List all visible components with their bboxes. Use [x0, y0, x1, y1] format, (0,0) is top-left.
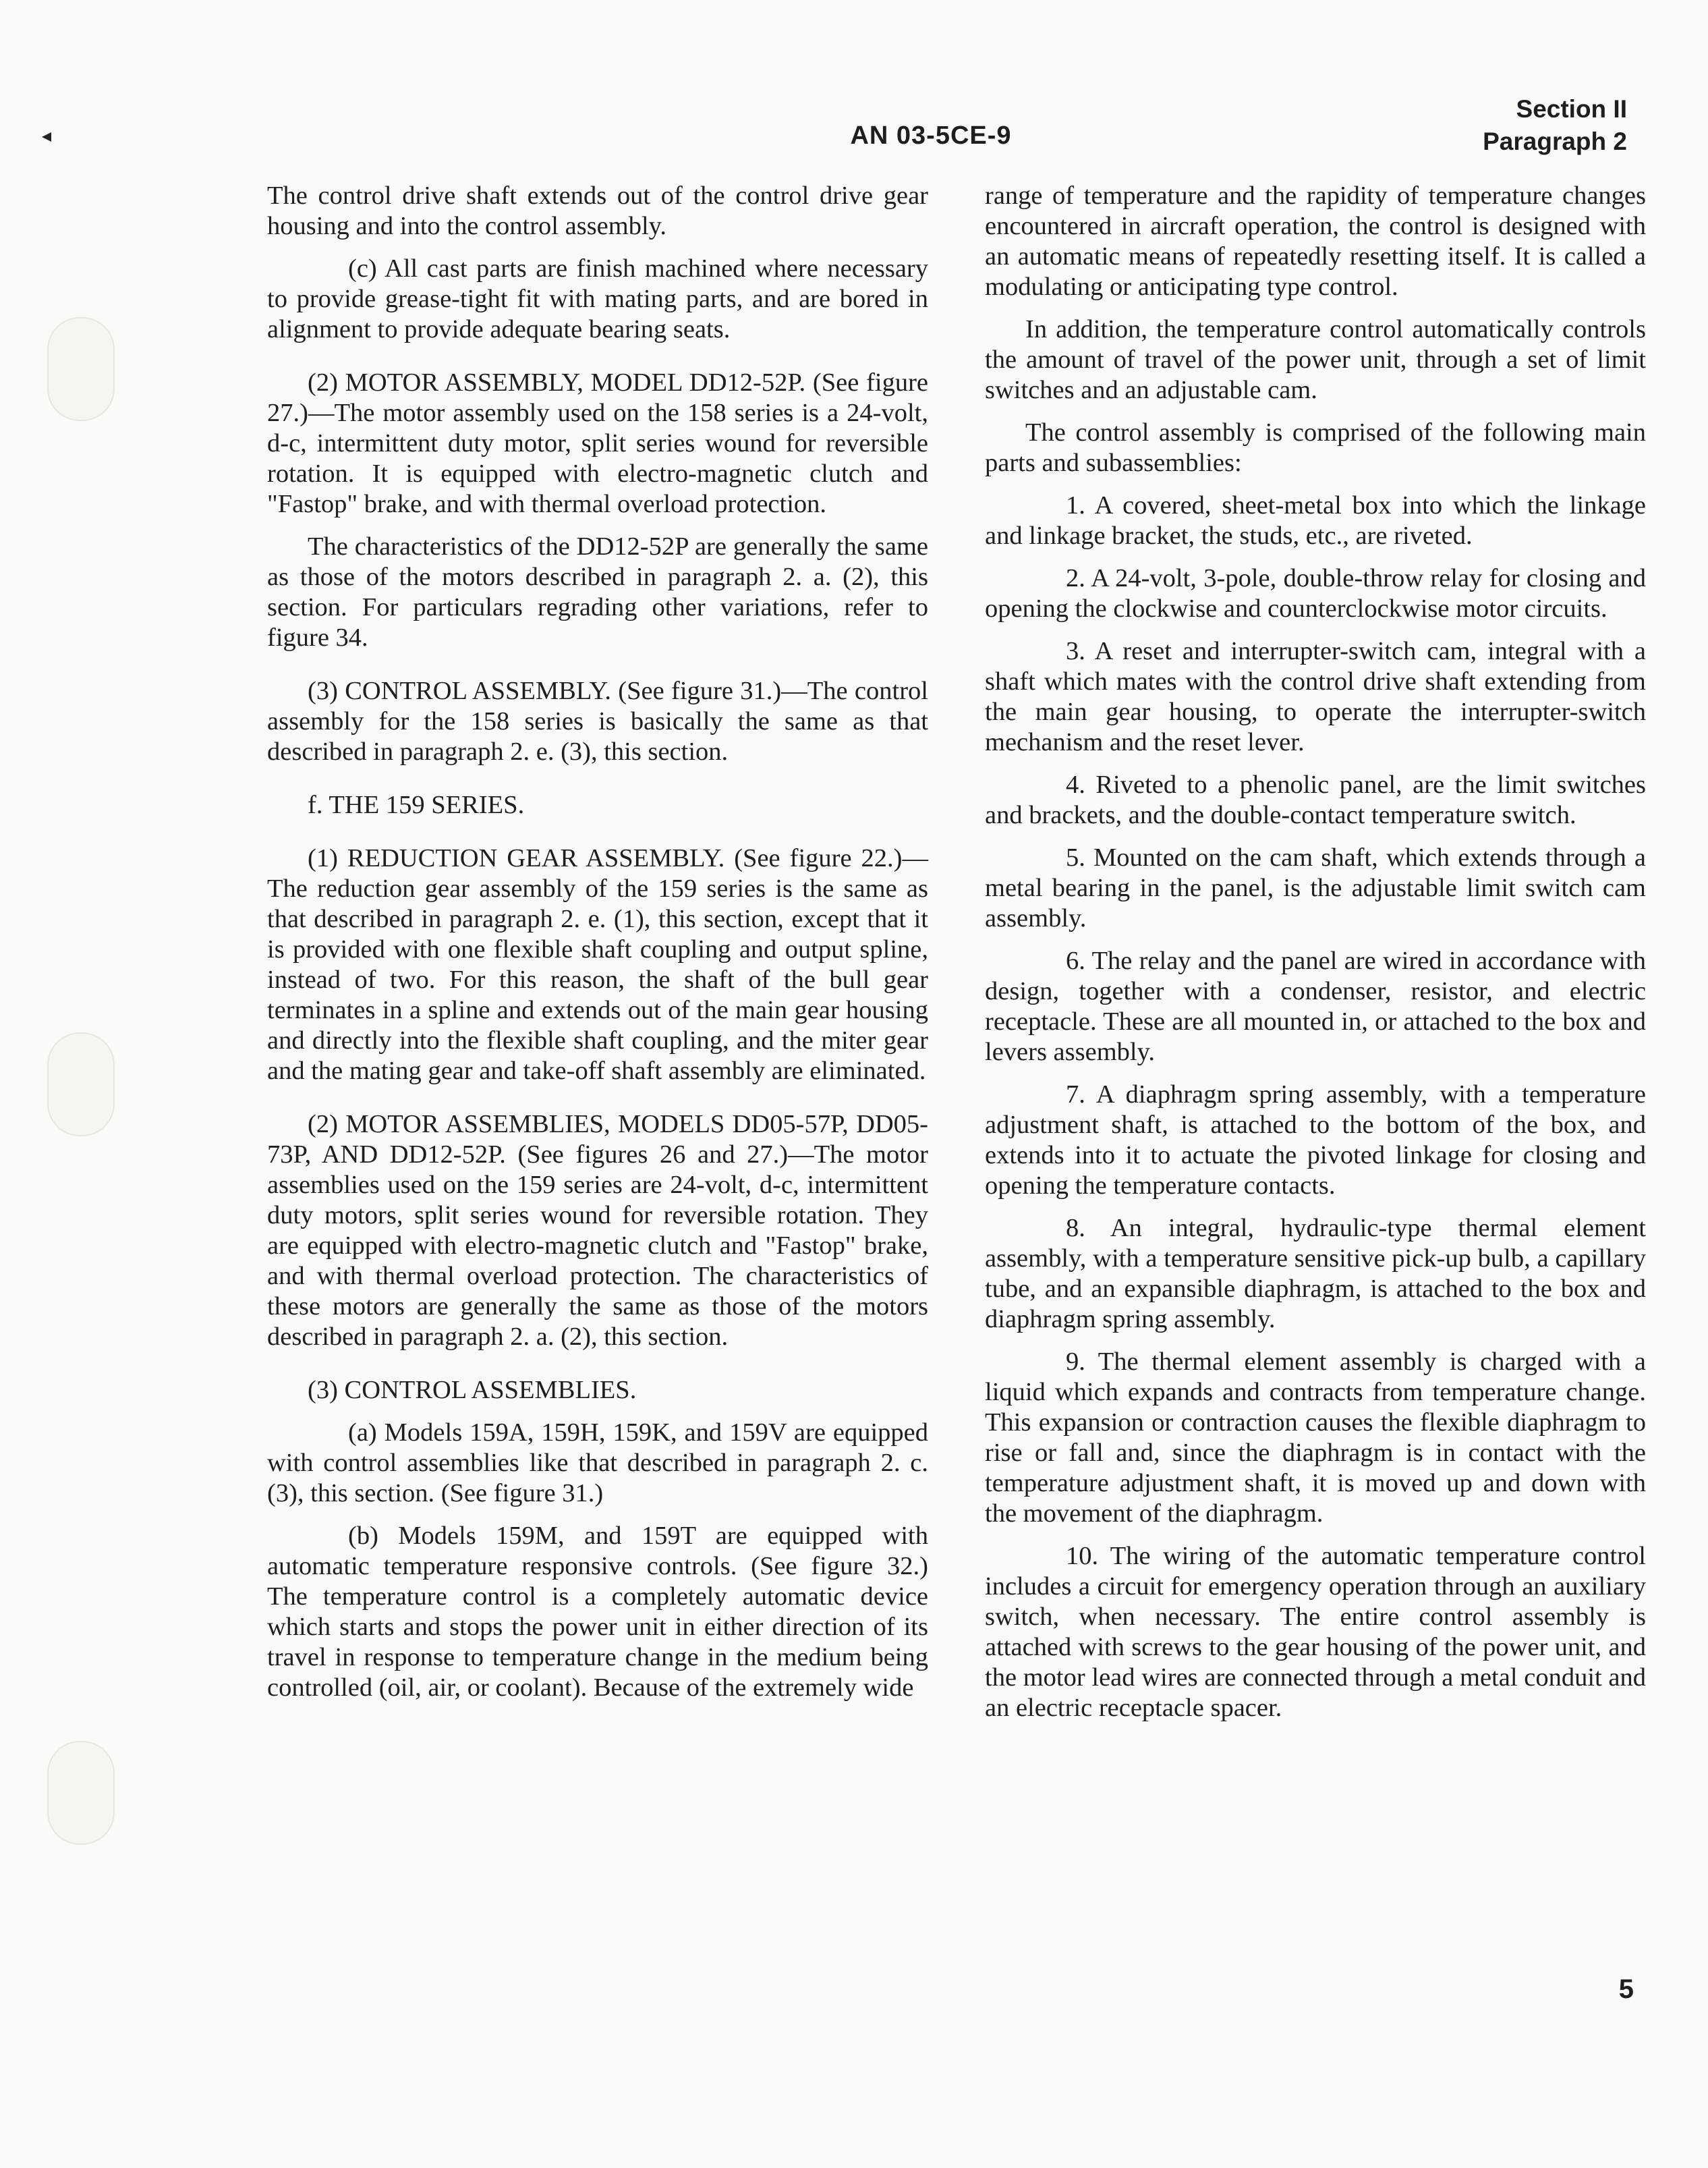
document-number: AN 03-5CE-9 — [850, 121, 1012, 150]
paragraph: (b) Models 159M, and 159T are equipped with automatic temperature responsive controls. (See figure 32.) The temperature control is a completely automatic device which starts and stops the power unit in either direction of its travel in response to temperature change in the medium being controlled (oil, air, or coolant). Because of the extremely wide — [267, 1522, 928, 1702]
page-number: 5 — [1618, 1974, 1634, 2004]
left-column — [267, 181, 928, 1715]
paragraph: (2) MOTOR ASSEMBLY, MODEL DD12-52P. (See figure 27.)—The motor assembly used on the 158 series is a 24-volt, d-c, intermittent duty motor, split series wound for reversible rotation. It is equipped with electro-magnetic clutch and "Fastop" brake, and with thermal overload protection. — [267, 368, 928, 518]
paragraph: In addition, the temperature control automatically controls the amount of travel of the power unit, through a set of limit switches and an adjustable cam. — [985, 315, 1646, 404]
list-item: 1. A covered, sheet-metal box into which the linkage and linkage bracket, the studs, etc., are riveted. — [985, 491, 1646, 550]
paragraph: The characteristics of the DD12-52P are generally the same as those of the motors described in paragraph 2. a. (2), this section. For particulars regrading other variations, refer to figure 34. — [267, 532, 928, 652]
paragraph: (a) Models 159A, 159H, 159K, and 159V are equipped with control assemblies like that described in paragraph 2. c. (3), this section. (See figure 31.) — [267, 1418, 928, 1507]
section-heading — [1483, 93, 1627, 158]
list-item: 6. The relay and the panel are wired in accordance with design, together with a condenser, resistor, and electric receptacle. These are all mounted in, or attached to the box and levers assembly. — [985, 947, 1646, 1066]
paragraph: (2) MOTOR ASSEMBLIES, MODELS DD05-57P, DD05-73P, AND DD12-52P. (See figures 26 and 27.)—The motor assemblies used on the 159 series are 24-volt, d-c, intermittent duty motors, split series wound for reversible rotation. They are equipped with electro-magnetic clutch and "Fastop" brake, and with thermal overload protection. The characteristics of these motors are generally the same as those of the motors described in paragraph 2. a. (2), this section. — [267, 1110, 928, 1351]
list-item: 2. A 24-volt, 3-pole, double-throw relay for closing and opening the clockwise and counterclockwise motor circuits. — [985, 564, 1646, 623]
paragraph-label: Paragraph 2 — [1483, 128, 1627, 155]
margin-arrow-mark — [42, 132, 51, 142]
subsection-heading: f. THE 159 SERIES. — [308, 791, 525, 819]
binder-hole — [47, 317, 115, 421]
binder-hole — [47, 1741, 115, 1845]
right-column — [985, 181, 1646, 1735]
list-item: 10. The wiring of the automatic temperature control includes a circuit for emergency operation through an auxiliary switch, when necessary. The entire control assembly is attached with screws to the gear housing of the power unit, and the motor lead wires are connected through a metal conduit and an electric receptacle spacer. — [985, 1542, 1646, 1722]
binder-hole — [47, 1032, 115, 1136]
list-item: 5. Mounted on the cam shaft, which extends through a metal bearing in the panel, is the adjustable limit switch cam assembly. — [985, 843, 1646, 933]
list-item: 7. A diaphragm spring assembly, with a temperature adjustment shaft, is attached to the bottom of the box, and extends into it to actuate the pivoted linkage for closing and opening the temperature contacts. — [985, 1080, 1646, 1200]
paragraph: (1) REDUCTION GEAR ASSEMBLY. (See figure 22.)—The reduction gear assembly of the 159 series is the same as that described in paragraph 2. e. (1), this section, except that it is provided with one flexible shaft coupling and output spline, instead of two. For this reason, the shaft of the bull gear terminates in a spline and extends out of the main gear housing and directly into the flexible shaft coupling, and the miter gear and the mating gear and take-off shaft assembly are eliminated. — [267, 844, 928, 1085]
paragraph: range of temperature and the rapidity of temperature changes encountered in aircraft operation, the control is designed with an automatic means of repeatedly resetting itself. It is called a modulating or anticipating type control. — [985, 182, 1646, 301]
paragraph: The control drive shaft extends out of the control drive gear housing and into the control assembly. — [267, 182, 928, 240]
list-item: 4. Riveted to a phenolic panel, are the limit switches and brackets, and the double-contact temperature switch. — [985, 771, 1646, 829]
subsection-heading: (3) CONTROL ASSEMBLIES. — [308, 1376, 637, 1404]
paragraph: (3) CONTROL ASSEMBLY. (See figure 31.)—The control assembly for the 158 series is basically the same as that described in paragraph 2. e. (3), this section. — [267, 677, 928, 766]
list-item: 3. A reset and interrupter-switch cam, integral with a shaft which mates with the control drive shaft extending from the main gear housing, to operate the interrupter-switch mechanism and the reset lever. — [985, 637, 1646, 756]
paragraph: The control assembly is comprised of the following main parts and subassemblies: — [985, 418, 1646, 477]
section-label: Section II — [1516, 95, 1627, 123]
list-item: 8. An integral, hydraulic-type thermal element assembly, with a temperature sensitive pick-up bulb, a capillary tube, and an expansible diaphragm, is attached to the box and diaphragm spring assembly. — [985, 1214, 1646, 1333]
paragraph: (c) All cast parts are finish machined where necessary to provide grease-tight fit with mating parts, and are bored in alignment to provide adequate bearing seats. — [267, 254, 928, 343]
list-item: 9. The thermal element assembly is charged with a liquid which expands and contracts from temperature change. This expansion or contraction causes the flexible diaphragm to rise or fall and, since the diaphragm is in contact with the temperature adjustment shaft, it is moved up and down with the movement of the diaphragm. — [985, 1347, 1646, 1528]
